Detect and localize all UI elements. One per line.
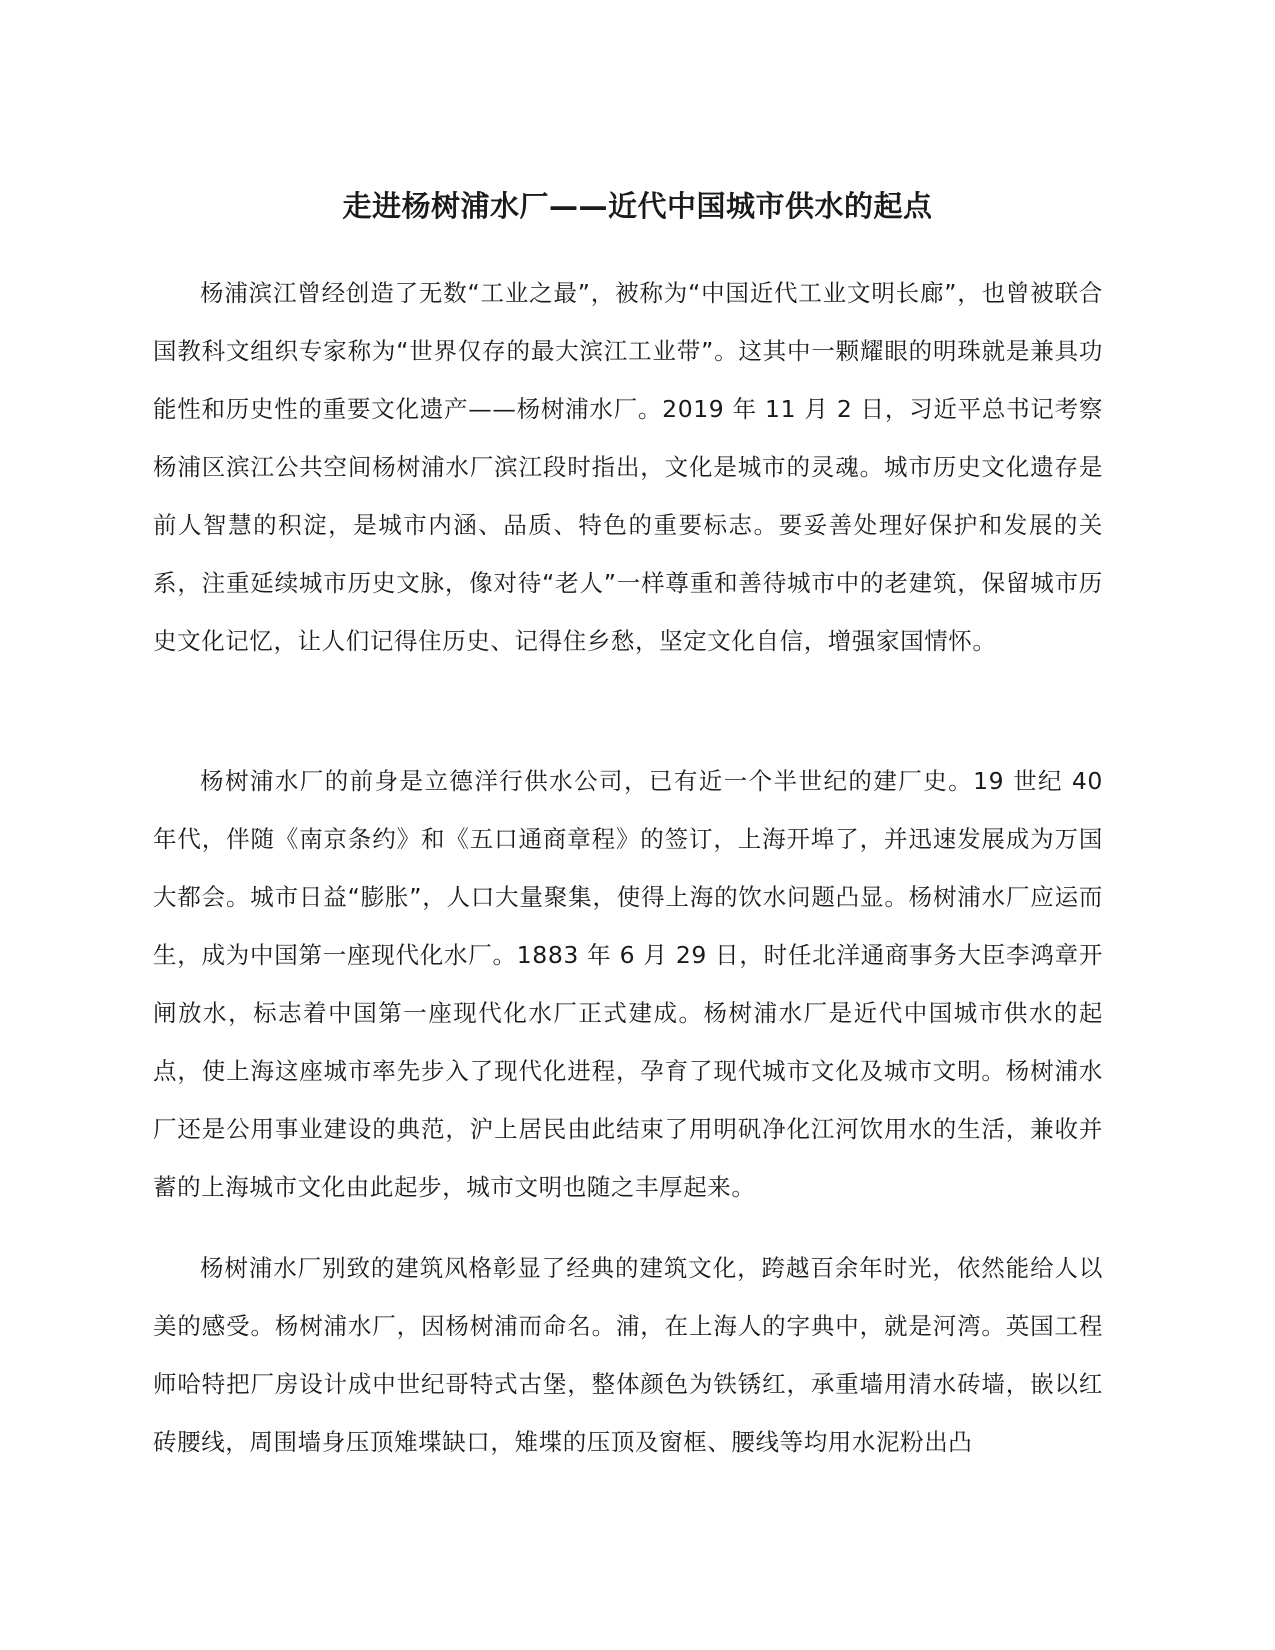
- body-paragraph: 杨树浦水厂的前身是立德洋行供水公司，已有近一个半世纪的建厂史。19 世纪 40 年代，伴随《南京条约》和《五口通商章程》的签订，上海开埠了，并迅速发展成为万国大都会。城市日益“膨胀”，人口大量聚集，使得上海的饮水问题凸显。杨树浦水厂应运而生，成为中国第一座现代化水厂。1883 年 6 月 29 日，时任北洋通商事务大臣李鸿章开闸放水，标志着中国第一座现代化水厂正式建成。杨树浦水厂是近代中国城市供水的起点，使上海这座城市率先步入了现代化进程，孕育了现代城市文化及城市文明。杨树浦水厂还是公用事业建设的典范，沪上居民由此结束了用明矾净化江河饮用水的生活，兼收并蓄的上海城市文化由此起步，城市文明也随之丰厚起来。: [153, 767, 1103, 1201]
- page-title: 走进杨树浦水厂——近代中国城市供水的起点: [342, 189, 933, 223]
- body-paragraph: 杨树浦水厂别致的建筑风格彰显了经典的建筑文化，跨越百余年时光，依然能给人以美的感受。杨树浦水厂，因杨树浦而命名。浦，在上海人的字典中，就是河湾。英国工程师哈特把厂房设计成中世纪哥特式古堡，整体颜色为铁锈红，承重墙用清水砖墙，嵌以红砖腰线，周围墙身压顶雉堞缺口，雉堞的压顶及窗框、腰线等均用水泥粉出凸: [153, 1254, 1103, 1456]
- body-paragraph: 杨浦滨江曾经创造了无数“工业之最”，被称为“中国近代工业文明长廊”，也曾被联合国教科文组织专家称为“世界仅存的最大滨江工业带”。这其中一颗耀眼的明珠就是兼具功能性和历史性的重要文化遗产——杨树浦水厂。2019 年 11 月 2 日，习近平总书记考察杨浦区滨江公共空间杨树浦水厂滨江段时指出，文化是城市的灵魂。城市历史文化遗存是前人智慧的积淀，是城市内涵、品质、特色的重要标志。要妥善处理好保护和发展的关系，注重延续城市历史文脉，像对待“老人”一样尊重和善待城市中的老建筑，保留城市历史文化记忆，让人们记得住历史、记得住乡愁，坚定文化自信，增强家国情怀。: [153, 279, 1103, 655]
